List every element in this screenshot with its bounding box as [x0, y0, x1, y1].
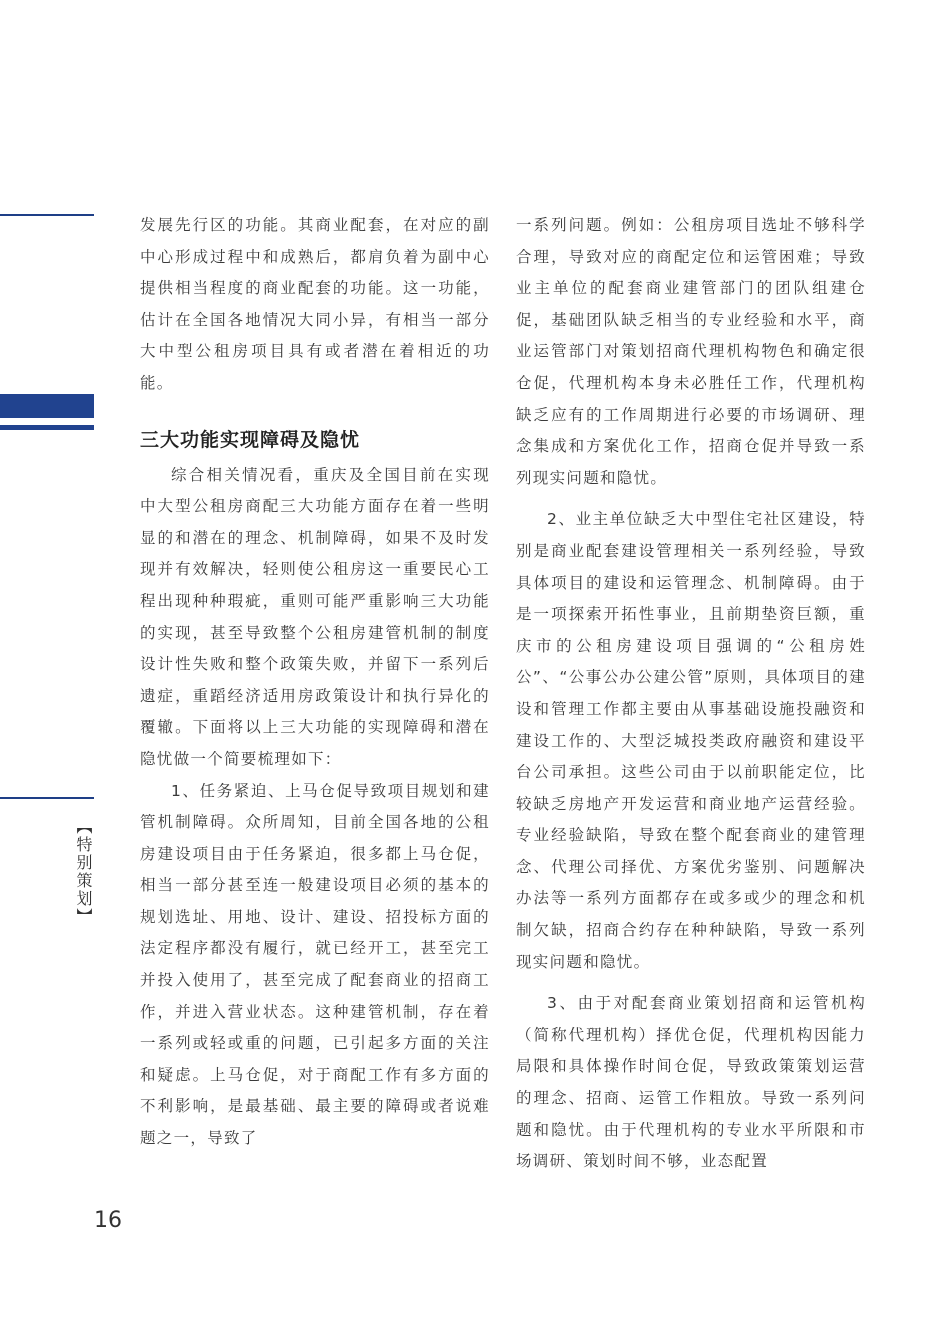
paragraph: 综合相关情况看，重庆及全国目前在实现中大型公租房商配三大功能方面存在着一些明显的和潜在的理念、机制障碍，如果不及时发现并有效解决，轻则使公租房这一重要民心工程出现种种瑕疵，重则可能严重影响三大功能的实现，甚至导致整个公租房建管机制的制度设计性失败和整个政策失败，并留下一系列后遗症，重蹈经济适用房政策设计和执行异化的覆辙。下面将以上三大功能的实现障碍和潜在隐忧做一个简要梳理如下：	[140, 465, 490, 768]
paragraph: 2、业主单位缺乏大中型住宅社区建设，特别是商业配套建设管理相关一系列经验，导致具体项目的建设和运管理念、机制障碍。由于是一项探索开拓性事业，且前期垫资巨额，重庆市的公租房建设项目强调的“公租房姓公”、“公事公办公建公管”原则，具体项目的建设和管理工作都主要由从事基础设施投融资和建设工作的、大型泛城投类政府融资和建设平台公司承担。这些公司由于以前职能定位，比较缺乏房地产开发运营和商业地产运营经验。专业经验缺陷，导致在整个配套商业的建管理念、代理公司择优、方案优劣鉴别、问题解决办法等一系列方面都存在或多或少的理念和机制欠缺，招商合约存在种种缺陷，导致一系列现实问题和隐忧。	[516, 510, 866, 971]
paragraph: 一系列问题。例如：公租房项目选址不够科学合理，导致对应的商配定位和运管困难；导致业主单位的配套商业建管部门的团队组建仓促，基础团队缺乏相当的专业经验和水平，商业运管部门对策划招商代理机构物色和确定很仓促，代理机构本身未必胜任工作，代理机构缺乏应有的工作周期进行必要的市场调研、理念集成和方案优化工作，招商仓促并导致一系列现实问题和隐忧。	[516, 216, 866, 487]
right-column	[516, 210, 866, 1178]
paragraph: 发展先行区的功能。其商业配套，在对应的副中心形成过程中和成熟后，都肩负着为副中心提供相当程度的商业配套的功能。这一功能，估计在全国各地情况大同小异，有相当一部分大中型公租房项目具有或者潜在着相近的功能。	[140, 216, 490, 392]
page-number: 16	[94, 1208, 122, 1233]
paragraph: 3、由于对配套商业策划招商和运管机构（简称代理机构）择优仓促，代理机构因能力局限和具体操作时间仓促，导致政策策划运营的理念、招商、运管工作粗放。导致一系列问题和隐忧。由于代理机构的专业水平所限和市场调研、策划时间不够，业态配置	[516, 994, 866, 1171]
section-heading: 三大功能实现障碍及隐忧	[140, 428, 361, 451]
section-side-label: 【特别策划】	[74, 818, 93, 926]
accent-band-line	[0, 425, 94, 430]
paragraph: 1、任务紧迫、上马仓促导致项目规划和建管机制障碍。众所周知，目前全国各地的公租房建设项目由于任务紧迫，很多都上马仓促，相当一部分甚至连一般建设项目必须的基本的规划选址、用地、设计、建设、招投标方面的法定程序都没有履行，就已经开工，甚至完工并投入使用了，甚至完成了配套商业的招商工作，并进入营业状态。这种建管机制，存在着一系列或轻或重的问题，已引起多方面的关注和疑虑。上马仓促，对于商配工作有多方面的不利影响，是最基础、最主要的障碍或者说难题之一，导致了	[140, 781, 490, 1148]
mid-accent-rule	[0, 797, 94, 799]
accent-band	[0, 394, 94, 418]
top-accent-rule	[0, 214, 94, 216]
left-column	[140, 210, 490, 1155]
